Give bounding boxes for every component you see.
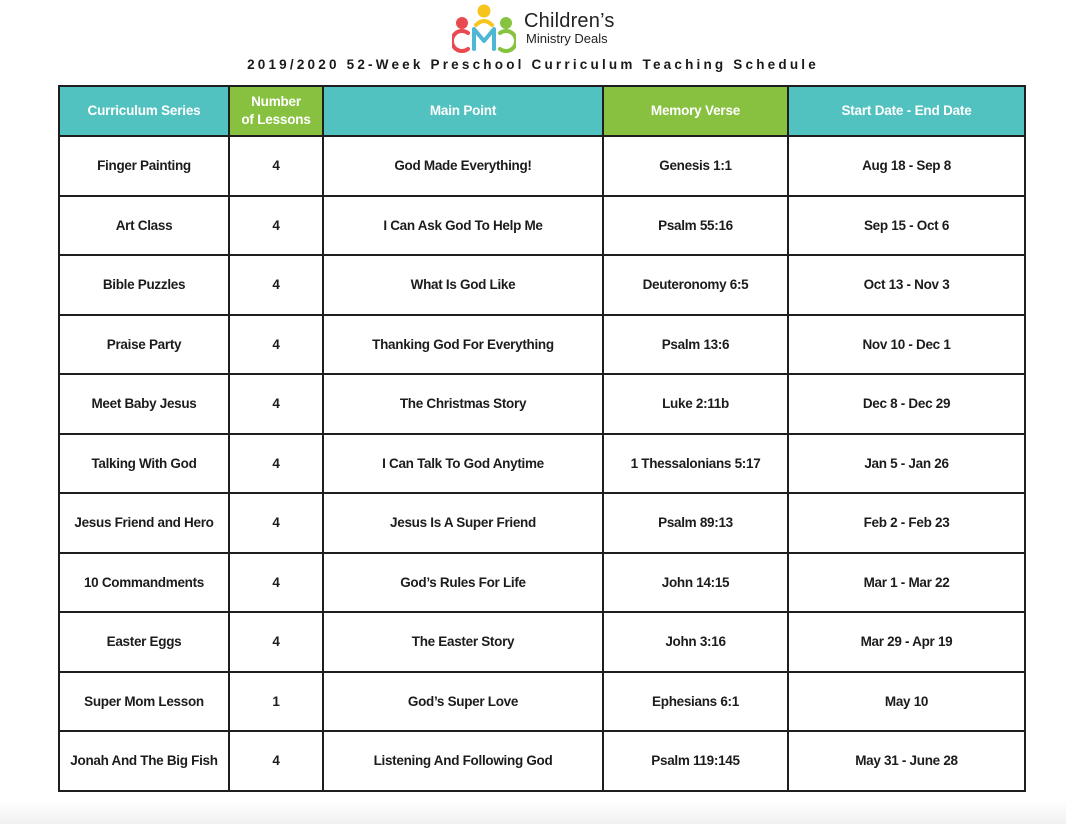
cell-memory-verse: 1 Thessalonians 5:17 [603, 434, 788, 494]
cell-dates: Aug 18 - Sep 8 [788, 136, 1025, 196]
cell-series: Jonah And The Big Fish [59, 731, 229, 791]
cell-memory-verse: Psalm 119:145 [603, 731, 788, 791]
cell-lessons: 4 [229, 731, 323, 791]
cell-main-point: What Is God Like [323, 255, 603, 315]
cell-main-point: I Can Ask God To Help Me [323, 196, 603, 256]
table-row [59, 196, 1025, 256]
cell-main-point: I Can Talk To God Anytime [323, 434, 603, 494]
cell-memory-verse: Psalm 89:13 [603, 493, 788, 553]
cell-series: Talking With God [59, 434, 229, 494]
page-title: 2019/2020 52-Week Preschool Curriculum Teaching Schedule [247, 57, 819, 72]
cell-series: 10 Commandments [59, 553, 229, 613]
cell-dates: Feb 2 - Feb 23 [788, 493, 1025, 553]
cell-memory-verse: Ephesians 6:1 [603, 672, 788, 732]
logo-line2: Ministry Deals [526, 31, 608, 46]
cell-dates: Sep 15 - Oct 6 [788, 196, 1025, 256]
header-row [59, 86, 1025, 136]
cell-memory-verse: Deuteronomy 6:5 [603, 255, 788, 315]
cell-lessons: 4 [229, 196, 323, 256]
cell-main-point: God’s Super Love [323, 672, 603, 732]
cell-series: Super Mom Lesson [59, 672, 229, 732]
logo [452, 2, 652, 54]
cell-memory-verse: John 3:16 [603, 612, 788, 672]
cell-main-point: The Christmas Story [323, 374, 603, 434]
cell-lessons: 4 [229, 493, 323, 553]
cell-dates: May 31 - June 28 [788, 731, 1025, 791]
table-row [59, 553, 1025, 613]
cell-lessons: 4 [229, 374, 323, 434]
cell-memory-verse: Psalm 55:16 [603, 196, 788, 256]
cell-memory-verse: Psalm 13:6 [603, 315, 788, 375]
cell-main-point: Listening And Following God [323, 731, 603, 791]
cell-dates: Nov 10 - Dec 1 [788, 315, 1025, 375]
cell-main-point: God’s Rules For Life [323, 553, 603, 613]
header-memory-verse: Memory Verse [603, 86, 788, 136]
table-row [59, 434, 1025, 494]
header-number-of-lessons [229, 86, 323, 136]
table-row [59, 255, 1025, 315]
cell-main-point: Jesus Is A Super Friend [323, 493, 603, 553]
table-row [59, 731, 1025, 791]
cell-memory-verse: John 14:15 [603, 553, 788, 613]
header-lessons-line1: Number [251, 94, 301, 109]
table-row [59, 374, 1025, 434]
cell-dates: Jan 5 - Jan 26 [788, 434, 1025, 494]
cmd-logo-icon [452, 3, 516, 53]
header-main-point: Main Point [323, 86, 603, 136]
table-row [59, 612, 1025, 672]
cell-main-point: God Made Everything! [323, 136, 603, 196]
cell-series: Finger Painting [59, 136, 229, 196]
cell-series: Art Class [59, 196, 229, 256]
cell-series: Bible Puzzles [59, 255, 229, 315]
cell-dates: Mar 1 - Mar 22 [788, 553, 1025, 613]
cell-dates: May 10 [788, 672, 1025, 732]
cell-lessons: 4 [229, 553, 323, 613]
table-row [59, 493, 1025, 553]
cell-dates: Oct 13 - Nov 3 [788, 255, 1025, 315]
cell-lessons: 4 [229, 255, 323, 315]
table-row [59, 136, 1025, 196]
cell-memory-verse: Genesis 1:1 [603, 136, 788, 196]
cell-series: Praise Party [59, 315, 229, 375]
header-lessons-line2: of Lessons [241, 112, 311, 127]
header-dates: Start Date - End Date [788, 86, 1025, 136]
cell-series: Jesus Friend and Hero [59, 493, 229, 553]
cell-memory-verse: Luke 2:11b [603, 374, 788, 434]
table-row [59, 315, 1025, 375]
cell-lessons: 4 [229, 612, 323, 672]
cell-series: Easter Eggs [59, 612, 229, 672]
cell-dates: Dec 8 - Dec 29 [788, 374, 1025, 434]
table-row [59, 672, 1025, 732]
header-curriculum-series: Curriculum Series [59, 86, 229, 136]
cell-dates: Mar 29 - Apr 19 [788, 612, 1025, 672]
cell-series: Meet Baby Jesus [59, 374, 229, 434]
cell-main-point: Thanking God For Everything [323, 315, 603, 375]
schedule-table [58, 85, 1026, 792]
cell-main-point: The Easter Story [323, 612, 603, 672]
cell-lessons: 4 [229, 434, 323, 494]
cell-lessons: 4 [229, 136, 323, 196]
cell-lessons: 4 [229, 315, 323, 375]
logo-line1: Children’s [524, 10, 615, 32]
cell-lessons: 1 [229, 672, 323, 732]
